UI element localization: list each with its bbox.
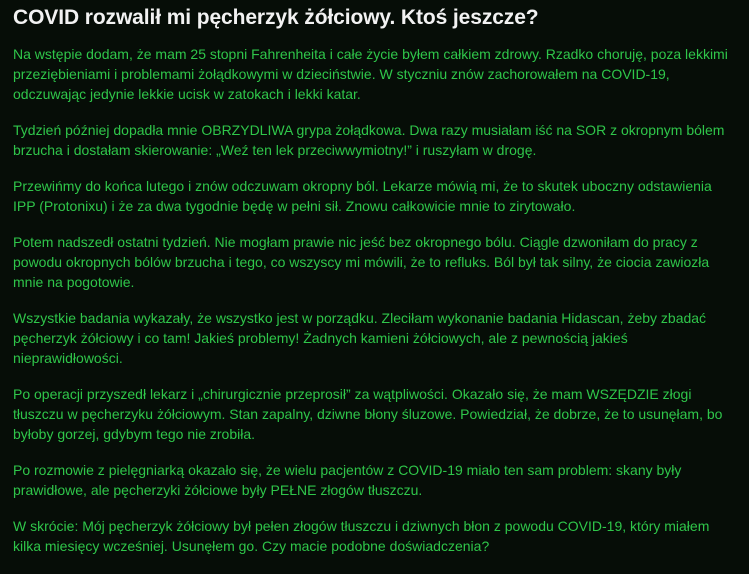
post-paragraph: Przewińmy do końca lutego i znów odczuwam okropny ból. Lekarze mówią mi, że to skutek uboczny odstawienia IPP (Protonixu) i że za dwa tygodnie będę w pełni sił. Znowu całkowicie mnie to zirytowało.: [13, 178, 712, 214]
post-paragraph: Na wstępie dodam, że mam 25 stopni Fahrenheita i całe życie byłem całkiem zdrowy. Rzadko choruję, poza lekkimi przeziębieniami i problemami żołądkowymi w dzieciństwie. W styczniu znów zachorowałem na COVID-19, odczuwając jedynie lekkie ucisk w zatokach i lekki katar.: [13, 46, 728, 102]
post-paragraph: Po operacji przyszedł lekarz i „chirurgicznie przeprosił” za wątpliwości. Okazało się, że mam WSZĘDZIE złogi tłuszczu w pęcherzyku żółciowym. Stan zapalny, dziwne błony śluzowe. Powiedział, że dobrze, że to usunęłam, bo byłoby gorzej, gdybym tego nie zrobiła.: [13, 386, 723, 442]
post-title: COVID rozwalił mi pęcherzyk żółciowy. Ktoś jeszcze?: [13, 6, 539, 29]
post-paragraph: Wszystkie badania wykazały, że wszystko jest w porządku. Zleciłam wykonanie badania Hidascan, żeby zbadać pęcherzyk żółciowy i co tam! Jakieś problemy! Żadnych kamieni żółciowych, ale z pewnością jakieś nieprawidłowości.: [13, 310, 707, 366]
post-body: [13, 44, 736, 556]
post-paragraph: W skrócie: Mój pęcherzyk żółciowy był pełen złogów tłuszczu i dziwnych błon z powodu COVID-19, który miałem kilka miesięcy wcześniej. Usunęłem go. Czy macie podobne doświadczenia?: [13, 518, 710, 554]
post-paragraph: Po rozmowie z pielęgniarką okazało się, że wielu pacjentów z COVID-19 miało ten sam problem: skany były prawidłowe, ale pęcherzyki żółciowe były PEŁNE złogów tłuszczu.: [13, 462, 682, 498]
post-paragraph: Potem nadszedł ostatni tydzień. Nie mogłam prawie nic jeść bez okropnego bólu. Ciągle dzwoniłam do pracy z powodu okropnych bólów brzucha i tego, co wszyscy mi mówili, że to refluks. Ból był tak silny, że ciocia zawiozła mnie na pogotowie.: [13, 234, 710, 290]
post-paragraph: Tydzień później dopadła mnie OBRZYDLIWA grypa żołądkowa. Dwa razy musiałam iść na SOR z okropnym bólem brzucha i dostałam skierowanie: „Weź ten lek przeciwwymiotny!” i ruszyłam w drogę.: [13, 122, 725, 158]
